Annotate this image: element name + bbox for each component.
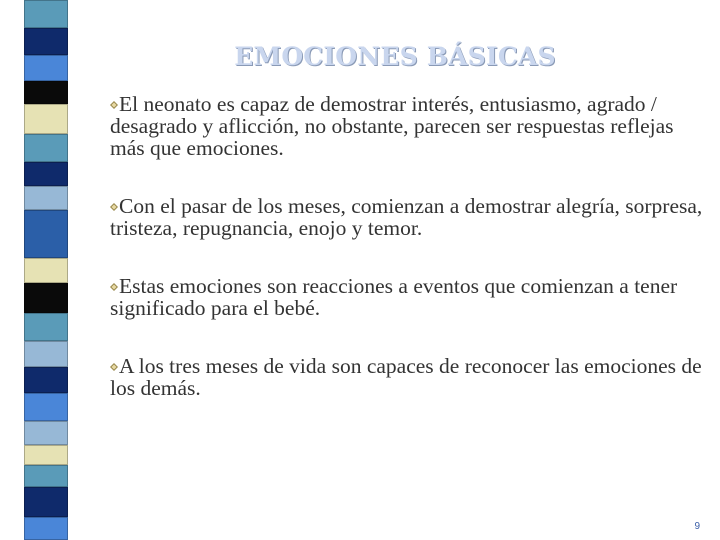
- bullet-item: [110, 93, 710, 159]
- diamond-bullet-icon: [110, 283, 118, 291]
- bullet-text: Con el pasar de los meses, comienzan a demostrar alegría, sorpresa, tristeza, repugnancia, enojo y temor.: [110, 194, 703, 240]
- diamond-bullet-icon: [110, 203, 118, 211]
- bullet-text: El neonato es capaz de demostrar interés, entusiasmo, agrado / desagrado y aflicción, no obstante, parecen ser respuestas reflejas más que emociones.: [110, 92, 674, 160]
- diamond-bullet-icon: [110, 363, 118, 371]
- decorative-mosaic-strip: [24, 0, 68, 540]
- bullet-text: Estas emociones son reacciones a eventos que comienzan a tener significado para el bebé.: [110, 274, 678, 320]
- diamond-bullet-icon: [110, 101, 118, 109]
- bullet-text: A los tres meses de vida son capaces de reconocer las emociones de los demás.: [110, 354, 702, 400]
- bullet-item: [110, 355, 710, 399]
- page-number: 9: [694, 521, 700, 532]
- slide-title: EMOCIONES BÁSICAS: [234, 42, 556, 71]
- bullet-item: [110, 275, 710, 319]
- bullet-item: [110, 195, 710, 239]
- bullet-list: [110, 93, 710, 399]
